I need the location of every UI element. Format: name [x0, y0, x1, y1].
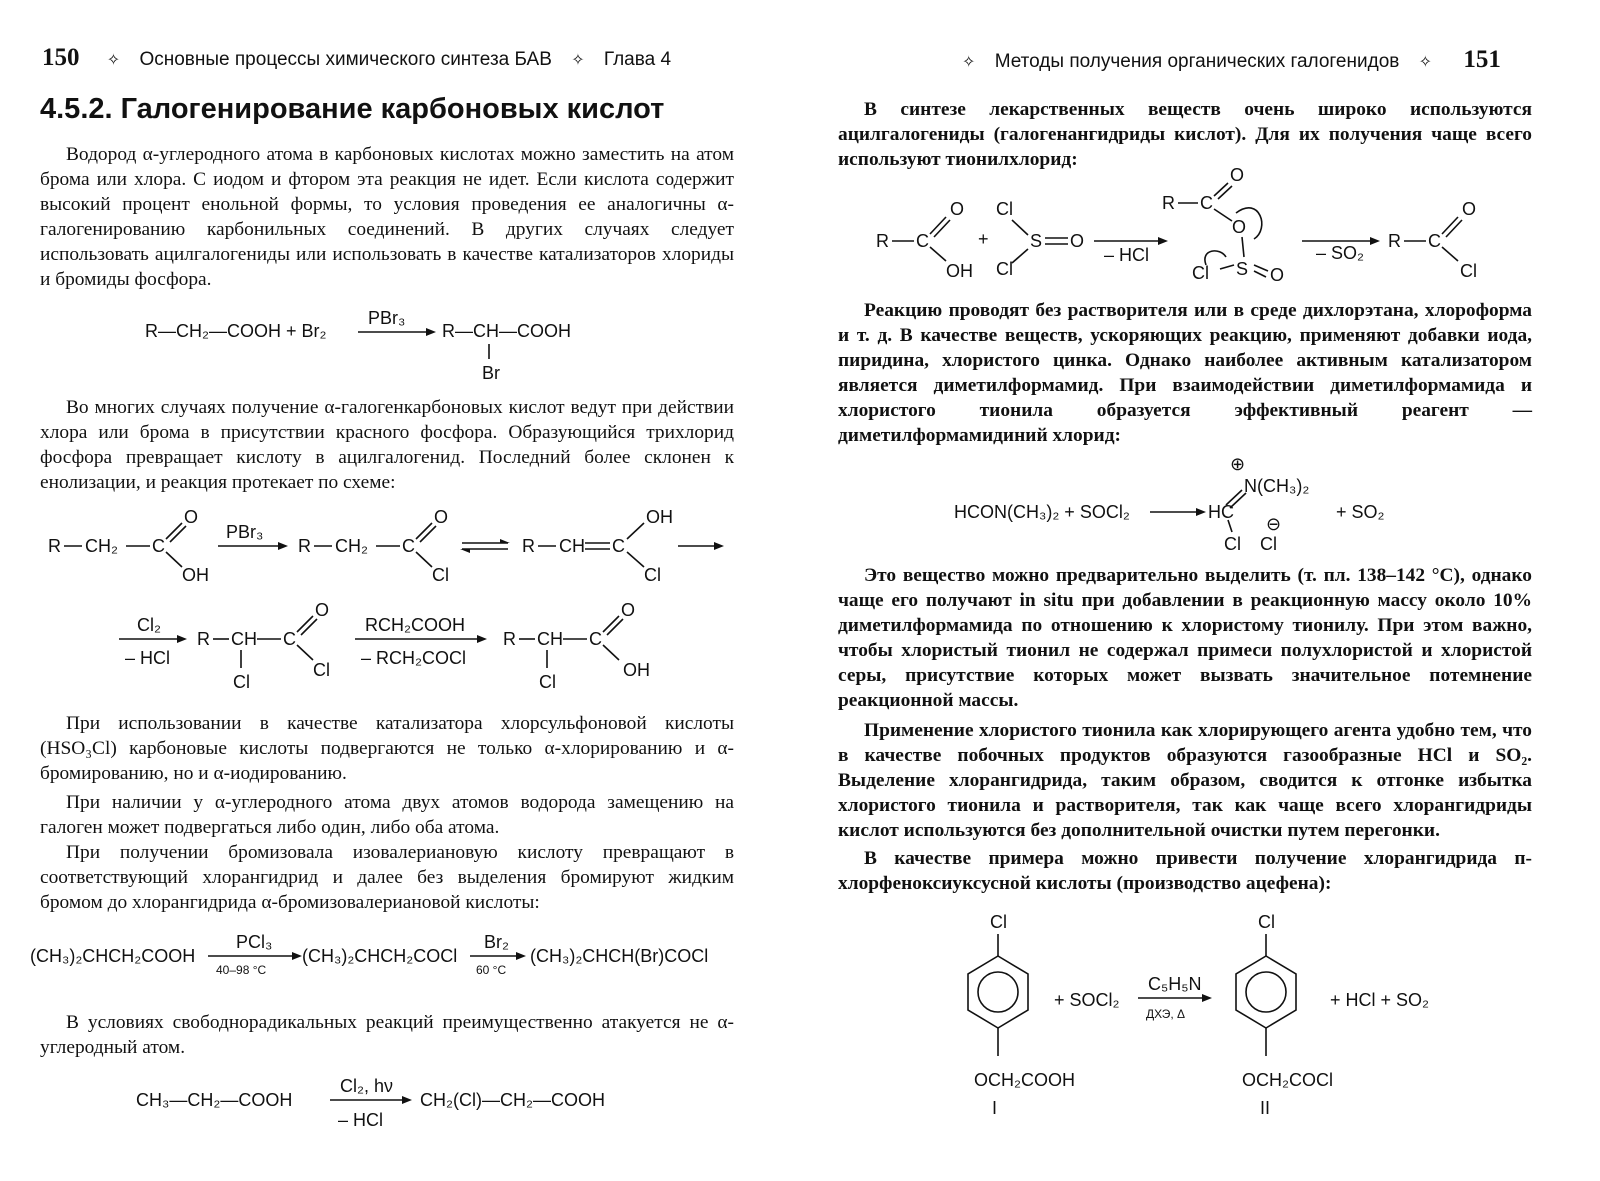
- group-label: OCH₂COOH: [974, 1070, 1075, 1090]
- scheme-reagent: + SOCl₂: [1054, 990, 1120, 1010]
- reaction-scheme-chlorination: [115, 598, 675, 698]
- arrowhead: [426, 328, 436, 336]
- group-label: C: [152, 536, 165, 556]
- bond: [1220, 265, 1234, 269]
- group-label: C: [1428, 231, 1441, 251]
- separator-icon: ✧: [1418, 54, 1433, 71]
- group-label: CH₂: [85, 536, 118, 556]
- group-label: Cl: [233, 672, 250, 692]
- bond: [416, 552, 432, 567]
- reaction-scheme-acefen: [970, 910, 1470, 1130]
- paragraph: Применение хлористого тионила как хлорирующего агента удобно тем, что в качестве побочных продуктов образуются газообразные HCl и SO₂. Выделение хлорангидрида, таким образом, сводится к отгонке избытка хлористого тионила и растворителя, так как чаще всего хлорангидриды кислот используются без дополнительной очистки путем перегонки.: [838, 720, 1532, 841]
- scheme-product: R—CH—COOH: [442, 321, 571, 341]
- scheme-condition: – HCl: [338, 1110, 384, 1130]
- separator-icon: ✧: [571, 52, 585, 69]
- group-label: Cl: [990, 912, 1007, 932]
- group-label: O: [1230, 165, 1245, 185]
- group-label: O: [950, 199, 965, 219]
- plus-sign: +: [978, 229, 989, 249]
- scheme-reagent: Cl₂: [137, 615, 161, 635]
- group-label: O: [1270, 265, 1285, 285]
- bond: [1214, 183, 1228, 196]
- group-label: R: [503, 629, 516, 649]
- group-label: C: [589, 629, 602, 649]
- group-label: HC: [1208, 502, 1234, 522]
- group-label: Cl: [432, 565, 449, 585]
- group-label: Cl: [1224, 534, 1241, 554]
- scheme-catalyst: C₅H₅N: [1148, 974, 1202, 994]
- bond: [627, 552, 644, 567]
- scheme-reagent: Cl₂, hν: [340, 1076, 393, 1096]
- group-label: R: [522, 536, 535, 556]
- arrowhead: [1158, 237, 1168, 245]
- bond: [416, 523, 432, 539]
- group-label: R: [298, 536, 311, 556]
- page-number: 151: [1463, 46, 1501, 73]
- scheme-condition: – SO₂: [1316, 243, 1365, 263]
- paragraph: При использовании в качестве катализатора хлорсульфоновой кислоты (HSO₃Cl) карбоновые кислоты подвергаются не только α-хлорированию и α-бромированию, но и α-иодированию.: [40, 713, 734, 784]
- running-header-right: [962, 46, 1501, 74]
- paragraph: Во многих случаях получение α-галогенкарбоновых кислот ведут при действии хлора или брома в присутствии красного фосфора. Образующийся трихлорид фосфора превращает кислоту в ацилгалогенид. Последний более склонен к енолизации, и реакция протекает по схеме:: [40, 397, 734, 493]
- header-title: Методы получения органических галогенидов: [994, 51, 1400, 72]
- group-label: S: [1236, 259, 1249, 279]
- group-label: O: [315, 600, 330, 620]
- group-label: Cl: [539, 672, 556, 692]
- paragraph: В условиях свободнорадикальных реакций преимущественно атакуется не α-углеродный атом.: [40, 1012, 734, 1058]
- group-label: CH: [537, 629, 563, 649]
- bond: [297, 645, 313, 660]
- scheme-reactants: R—CH₂—COOH + Br₂: [145, 321, 327, 341]
- group-label: C: [1200, 193, 1213, 213]
- bond: [930, 247, 946, 261]
- scheme-reagent: PBr₃: [226, 522, 264, 542]
- bond: [1214, 209, 1232, 221]
- group-label: Cl: [996, 259, 1013, 279]
- group-label: R: [48, 536, 61, 556]
- bond: [301, 619, 317, 635]
- bond: [420, 526, 436, 542]
- scheme-reactants: HCON(CH₃)₂ + SOCl₂: [954, 502, 1130, 522]
- bond: [607, 619, 623, 635]
- bond: [1242, 237, 1244, 257]
- scheme-reactant: CH₃—CH₂—COOH: [136, 1090, 293, 1110]
- arrowhead: [292, 952, 302, 960]
- bond: [297, 616, 313, 632]
- scheme-condition: – RCH₂COCl: [361, 648, 466, 668]
- right-page: [800, 0, 1600, 1181]
- group-label: O: [621, 600, 636, 620]
- bond: [603, 645, 619, 660]
- compound-number: II: [1260, 1098, 1271, 1118]
- reaction-scheme-radical-chlorination: [132, 1072, 652, 1132]
- group-label: OH: [946, 261, 973, 281]
- reaction-scheme-enolization: [42, 505, 732, 595]
- group-label: R: [1162, 193, 1175, 213]
- paragraph: В качестве примера можно привести получение хлорангидрида п-хлорфеноксиуксусной кислоты (производство ацефена):: [838, 848, 1532, 894]
- bond: [603, 616, 619, 632]
- arrowhead: [402, 1096, 412, 1104]
- compound-number: I: [992, 1098, 998, 1118]
- book-title: Основные процессы химического синтеза БАВ: [139, 49, 552, 70]
- page-number: 150: [42, 44, 80, 71]
- group-label: O: [184, 507, 199, 527]
- group-label: CH: [231, 629, 257, 649]
- reaction-scheme-bromisoval: [30, 928, 750, 988]
- group-label: C: [916, 231, 929, 251]
- group-label: Cl: [1260, 534, 1277, 554]
- scheme-condition: ДХЭ, Δ: [1146, 1007, 1186, 1021]
- benzene-ring: [1236, 956, 1296, 1028]
- separator-icon: ✧: [106, 52, 121, 69]
- bond: [1442, 247, 1458, 261]
- scheme-condition: – HCl: [1104, 245, 1150, 265]
- arrowhead: [278, 542, 288, 550]
- paragraph: При получении бромизовала изовалериановую кислоту превращают в соответствующий хлорангидрид и далее без выделения бромируют жидким бромом до хлорангидрида α-бромизовалериановой кислоты:: [40, 842, 734, 913]
- bond: [1254, 265, 1268, 271]
- bond: [1012, 220, 1028, 235]
- group-label: Cl: [644, 565, 661, 585]
- substituent-label: Br: [482, 363, 500, 383]
- arrowhead: [477, 635, 487, 643]
- group-label: R: [876, 231, 889, 251]
- aromatic-circle: [978, 972, 1018, 1012]
- bond: [166, 523, 182, 539]
- group-label: N(CH₃)₂: [1244, 476, 1310, 496]
- bond: [1012, 249, 1028, 263]
- reaction-scheme-thionyl-chloride: [870, 165, 1510, 290]
- bond: [627, 523, 644, 539]
- group-label: CH: [559, 536, 585, 556]
- arrowhead: [1202, 994, 1212, 1002]
- scheme-byproducts: + HCl + SO₂: [1330, 990, 1430, 1010]
- bond: [1446, 220, 1462, 237]
- bond: [166, 552, 182, 567]
- running-header-left: [42, 44, 671, 72]
- group-label: S: [1030, 231, 1043, 251]
- bond: [934, 220, 950, 237]
- scheme-product: (CH₃)₂CHCH(Br)COCl: [530, 946, 709, 966]
- group-label: O: [1232, 217, 1247, 237]
- arrowhead: [1370, 237, 1380, 245]
- section-title: 4.5.2. Галогенирование карбоновых кислот: [40, 93, 665, 125]
- group-label: O: [1462, 199, 1477, 219]
- group-label: OH: [623, 660, 650, 680]
- group-label: OH: [182, 565, 209, 585]
- group-label: C: [283, 629, 296, 649]
- benzene-ring: [968, 956, 1028, 1028]
- scheme-reagent: PBr₃: [368, 308, 406, 328]
- left-page: [0, 0, 790, 1181]
- aromatic-circle: [1246, 972, 1286, 1012]
- group-label: O: [1070, 231, 1085, 251]
- group-label: OCH₂COCl: [1242, 1070, 1333, 1090]
- bond: [1218, 186, 1232, 199]
- scheme-product: CH₂(Cl)—CH₂—COOH: [420, 1090, 605, 1110]
- group-label: Cl: [1258, 912, 1275, 932]
- group-label: C: [612, 536, 625, 556]
- scheme-byproduct: + SO₂: [1336, 502, 1385, 522]
- scheme-reagent: RCH₂COOH: [365, 615, 465, 635]
- scheme-reactant: (CH₃)₂CHCH₂COOH: [30, 946, 196, 966]
- chapter-label: Глава 4: [603, 49, 672, 70]
- minus-charge: ⊖: [1266, 514, 1282, 534]
- group-label: CH₂: [335, 536, 368, 556]
- bond: [930, 217, 946, 234]
- arrowhead: [500, 539, 510, 543]
- group-label: O: [434, 507, 449, 527]
- arrowhead: [516, 952, 526, 960]
- paragraph: В синтезе лекарственных веществ очень широко используются ацилгалогениды (галогенангидриды кислот). Для их получения чаще всего используют тионилхлорид:: [838, 99, 1532, 170]
- paragraph: Реакцию проводят без растворителя или в среде дихлорэтана, хлороформа и т. д. В качестве веществ, ускоряющих реакцию, применяют добавки иода, пиридина, хлористого цинка. Однако наиболее активным катализатором является диметилформамид. При взаимодействии диметилформамида и хлористого тионила образуется эффективный реагент — диметилформамидиний хлорид:: [838, 300, 1532, 446]
- arrowhead: [714, 542, 724, 550]
- paragraph: Это вещество можно предварительно выделить (т. пл. 138–142 °C), однако чаще его получают in situ при добавлении в реакционную массу около 10% диметилформамида по отношению к хлористому тионилу. При этом важно, чтобы хлористый тионил не содержал примеси полухлористой и хлористой серы, присутствие которых может вызвать значительное потемнение реакционной массы.: [838, 565, 1532, 711]
- separator-icon: ✧: [962, 54, 976, 71]
- group-label: OH: [646, 507, 673, 527]
- scheme-reagent: Br₂: [484, 932, 509, 952]
- group-label: C: [402, 536, 415, 556]
- scheme-reagent: PCl₃: [236, 932, 273, 952]
- group-label: Cl: [996, 199, 1013, 219]
- group-label: Cl: [313, 660, 330, 680]
- plus-charge: ⊕: [1230, 454, 1246, 474]
- arrowhead: [177, 635, 187, 643]
- scheme-intermediate: (CH₃)₂CHCH₂COCl: [302, 946, 458, 966]
- scheme-condition: 40–98 °C: [216, 963, 267, 977]
- scheme-condition: 60 °C: [476, 963, 507, 977]
- paragraph: Водород α-углеродного атома в карбоновых кислотах можно заместить на атом брома или хлора. С иодом и фтором эта реакция не идет. Если кислота содержит высокий процент енольной формы, то условия проведения ее аналогичны α-галогенированию карбонильных соединений. В других случаях следует использовать ацилгалогениды или использовать в качестве катализаторов хлориды и бромиды фосфора.: [40, 144, 734, 290]
- bond: [1442, 217, 1458, 234]
- group-label: Cl: [1192, 263, 1209, 283]
- reaction-scheme-vilsmeier: [950, 450, 1410, 560]
- group-label: R: [197, 629, 210, 649]
- group-label: R: [1388, 231, 1401, 251]
- arrowhead: [460, 549, 470, 553]
- bond: [1254, 271, 1266, 277]
- paragraph: При наличии у α-углеродного атома двух атомов водорода замещению на галоген может подвергаться либо один, либо оба атома.: [40, 792, 734, 838]
- group-label: Cl: [1460, 261, 1477, 281]
- bond: [170, 526, 186, 542]
- scheme-condition: – HCl: [125, 648, 171, 668]
- arrowhead: [1196, 508, 1206, 516]
- reaction-scheme-bromination: [140, 304, 610, 384]
